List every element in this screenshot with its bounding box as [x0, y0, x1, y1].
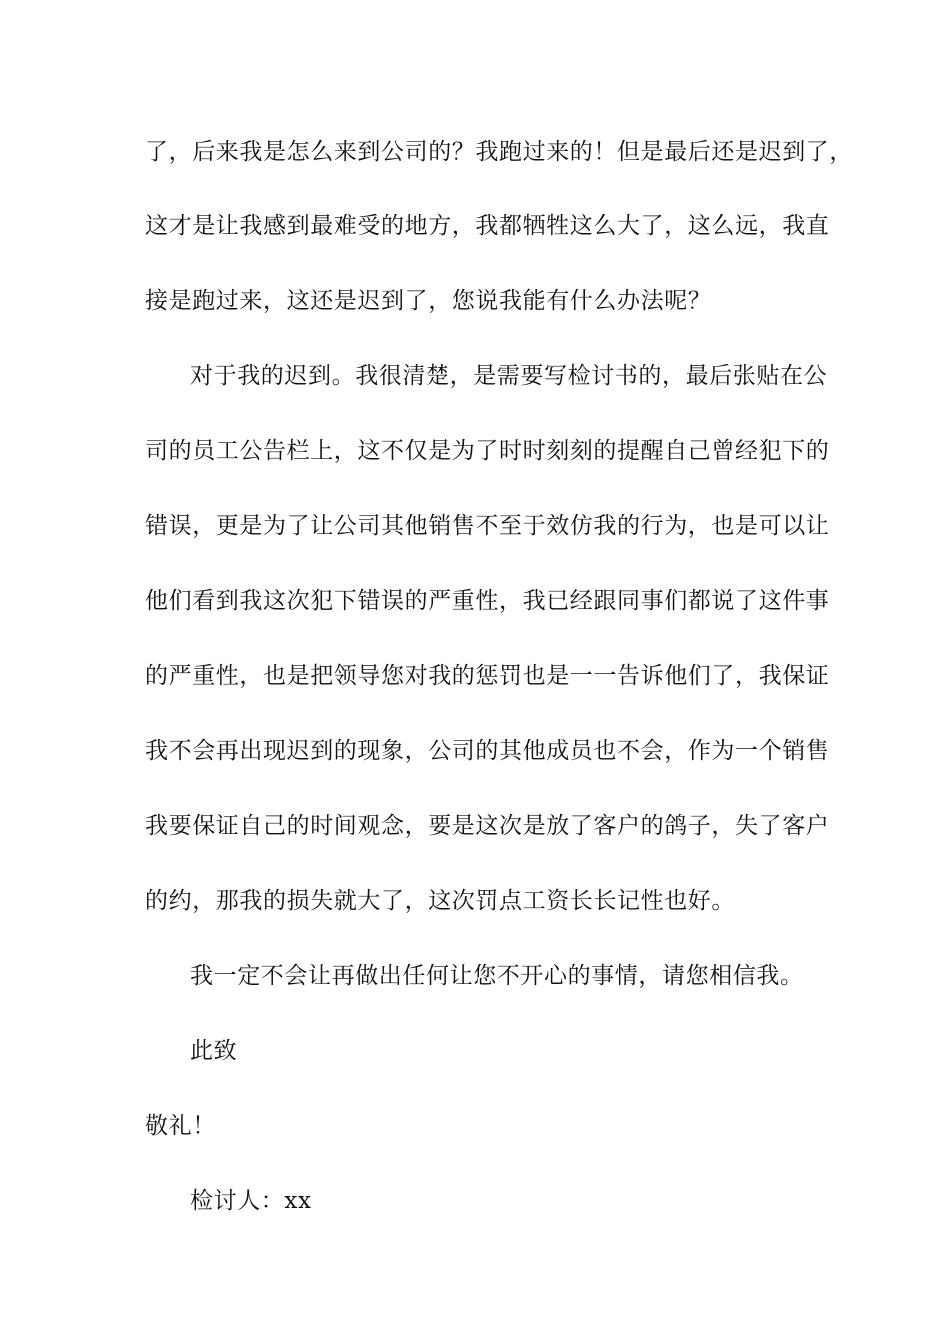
body-text-line: 他们看到我这次犯下错误的严重性，我已经跟同事们都说了这件事: [145, 588, 830, 614]
salutation-closing: 此致: [190, 1038, 238, 1064]
body-text-line: 司的员工公告栏上，这不仅是为了时时刻刻的提醒自己曾经犯下的: [145, 438, 830, 464]
paragraph-start-line: 对于我的迟到。我很清楚，是需要写检讨书的，最后张贴在公: [190, 363, 828, 389]
body-text-line: 了，后来我是怎么来到公司的？我跑过来的！但是最后还是迟到了，: [145, 139, 853, 165]
signature-line: 检讨人：xx: [190, 1188, 312, 1214]
body-text-line: 我要保证自己的时间观念，要是这次是放了客户的鸽子，失了客户: [145, 813, 830, 839]
closing-statement: 我一定不会让再做出任何让您不开心的事情，请您相信我。: [190, 963, 804, 989]
body-text-line: 的约，那我的损失就大了，这次罚点工资长长记性也好。: [145, 888, 735, 914]
body-text-line: 错误，更是为了让公司其他销售不至于效仿我的行为，也是可以让: [145, 513, 830, 539]
salutation-regards: 敬礼！: [145, 1113, 216, 1139]
body-text-line: 这才是让我感到最难受的地方，我都牺牲这么大了，这么远，我直: [145, 213, 830, 239]
body-text-line: 的严重性，也是把领导您对我的惩罚也是一一告诉他们了，我保证: [145, 663, 830, 689]
body-text-line: 接是跑过来，这还是迟到了，您说我能有什么办法呢？: [145, 288, 712, 314]
body-text-line: 我不会再出现迟到的现象，公司的其他成员也不会，作为一个销售: [145, 738, 830, 764]
